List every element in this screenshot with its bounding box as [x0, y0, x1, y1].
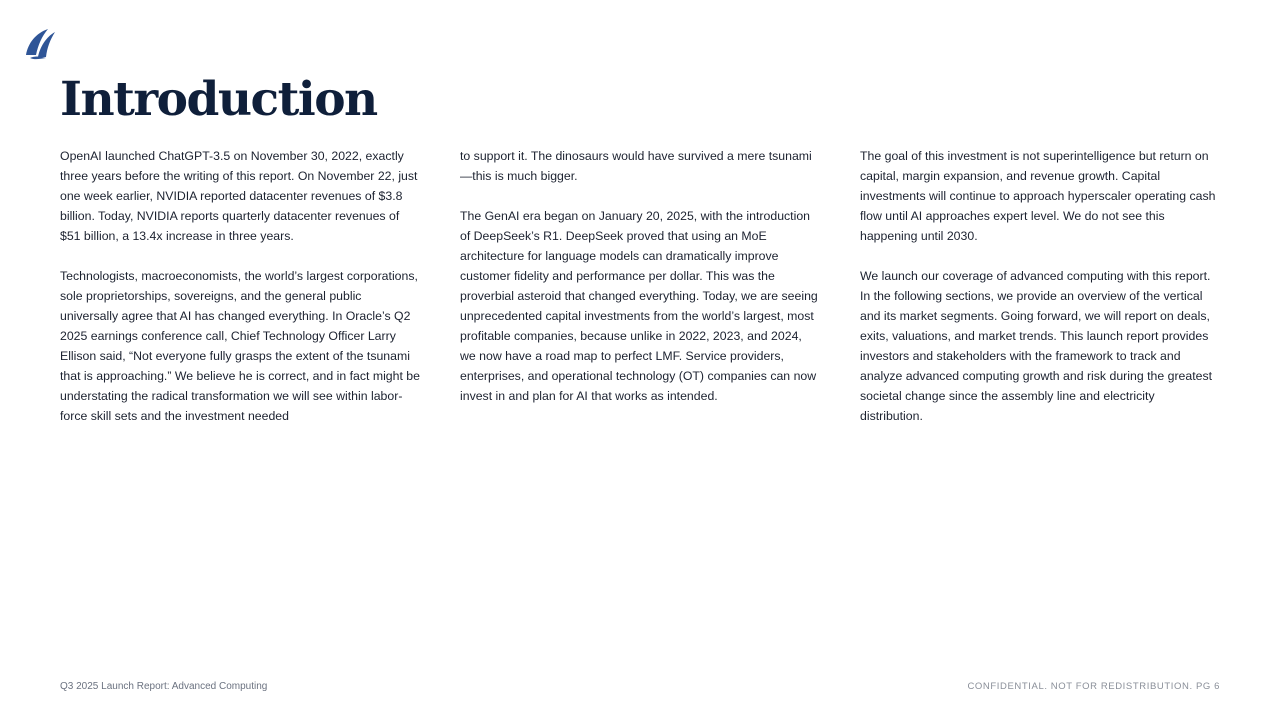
text-column-2	[460, 146, 820, 446]
body-paragraph: Technologists, macroeconomists, the world’s largest corporations, sole proprietorships, sovereigns, and the general public universally agree that AI has changed everything. In Oracle’s Q2 2025 earnings conference call, Chief Technology Officer Larry Ellison said, “Not everyone fully grasps the extent of the tsunami that is approaching.” We believe he is correct, and in fact might be understating the radical transformation we will see within labor-force skill sets and the investment needed	[60, 269, 420, 423]
page-title: Introduction	[60, 72, 377, 127]
body-paragraph: The goal of this investment is not superintelligence but return on capital, margin expansion, and revenue growth. Capital investments will continue to approach hyperscaler operating cash flow until AI approaches expert level. We do not see this happening until 2030.	[860, 149, 1216, 243]
body-paragraph: The GenAI era began on January 20, 2025, with the introduction of DeepSeek’s R1. DeepSeek proved that using an MoE architecture for language models can dramatically improve customer fidelity and performance per dollar. This was the proverbial asteroid that changed everything. Today, we are seeing unprecedented capital investments from the world’s largest, most profitable companies, because unlike in 2022, 2023, and 2024, we now have a road map to perfect LMF. Service providers, enterprises, and operational technology (OT) companies can now invest in and plan for AI that works as intended.	[460, 209, 818, 403]
footer-report-name: Q3 2025 Launch Report: Advanced Computing	[60, 681, 268, 692]
body-paragraph: OpenAI launched ChatGPT-3.5 on November 30, 2022, exactly three years before the writing of this report. On November 22, just one week earlier, NVIDIA reported datacenter revenues of $3.8 billion. Today, NVIDIA reports quarterly datacenter revenues of $51 billion, a 13.4x increase in three years.	[60, 149, 418, 243]
page-number: PG 6	[1195, 681, 1220, 692]
confidentiality-notice: CONFIDENTIAL. NOT FOR REDISTRIBUTION.	[967, 681, 1193, 692]
text-column-3	[860, 146, 1220, 446]
body-paragraph: to support it. The dinosaurs would have survived a mere tsunami—this is much bigger.	[460, 149, 812, 183]
text-column-1	[60, 146, 420, 446]
body-paragraph: We launch our coverage of advanced computing with this report. In the following sections, we provide an overview of the vertical and its market segments. Going forward, we will report on deals, exits, valuations, and market trends. This launch report provides investors and stakeholders with the framework to track and analyze advanced computing growth and risk during the greatest societal change since the assembly line and electricity distribution.	[860, 269, 1213, 423]
footer-confidentiality	[967, 681, 1220, 692]
sail-logo-icon	[24, 27, 58, 61]
body-columns	[60, 146, 1225, 446]
